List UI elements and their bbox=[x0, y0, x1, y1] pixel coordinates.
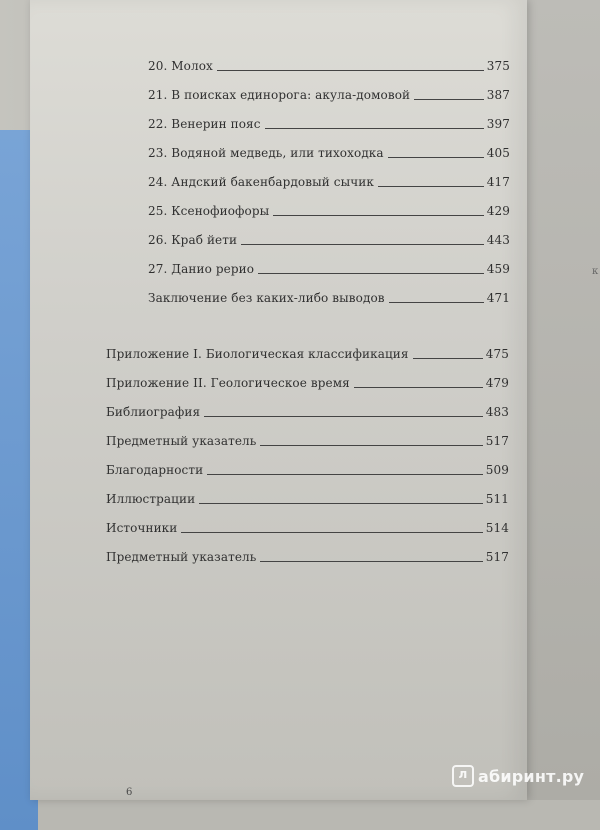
toc-leader-line bbox=[199, 503, 483, 504]
toc-leader-line bbox=[388, 157, 484, 158]
toc-entry-title: 27. Данио рерио bbox=[148, 262, 255, 276]
labirint-watermark bbox=[452, 765, 584, 787]
toc-leader-line bbox=[204, 416, 483, 417]
toc-entry-title: Приложение I. Биологическая классификация bbox=[106, 347, 409, 361]
toc-entry-title: Благодарности bbox=[106, 463, 204, 477]
toc-entry-page: 509 bbox=[485, 463, 509, 477]
toc-entry-title: Иллюстрации bbox=[106, 492, 196, 506]
toc-leader-line bbox=[260, 561, 482, 562]
toc-entry bbox=[106, 517, 509, 535]
toc-entry bbox=[106, 343, 509, 361]
toc-entry-page: 514 bbox=[485, 521, 509, 535]
toc-entry-page: 517 bbox=[485, 550, 509, 564]
toc-entry-page: 375 bbox=[486, 59, 510, 73]
toc-entry-title: Предметный указатель bbox=[106, 550, 257, 564]
toc-entry-title: 24. Андский бакенбардовый сычик bbox=[148, 175, 374, 189]
toc-entry-page: 475 bbox=[485, 347, 509, 361]
toc-entry bbox=[106, 546, 509, 564]
toc-entry-title: 21. В поисках единорога: акула-домовой bbox=[148, 88, 411, 102]
toc-entry-page: 479 bbox=[485, 376, 509, 390]
toc-entry-page: 417 bbox=[486, 175, 510, 189]
toc-entry-page: 405 bbox=[486, 146, 510, 160]
toc-entry bbox=[148, 258, 510, 276]
toc-leader-line bbox=[258, 273, 484, 274]
toc-entry-title: 23. Водяной медведь, или тихоходка bbox=[148, 146, 384, 160]
toc-entry bbox=[148, 287, 510, 305]
toc-leader-line bbox=[273, 215, 483, 216]
toc-leader-line bbox=[378, 186, 484, 187]
toc-entry-title: Предметный указатель bbox=[106, 434, 257, 448]
toc-entry bbox=[148, 55, 510, 73]
toc-entry-page: 443 bbox=[486, 233, 510, 247]
labirint-logo-icon: л bbox=[452, 765, 474, 787]
toc-entry bbox=[148, 229, 510, 247]
toc-entry-page: 429 bbox=[486, 204, 510, 218]
toc-entry bbox=[148, 142, 510, 160]
toc-leader-line bbox=[260, 445, 482, 446]
toc-entry bbox=[148, 113, 510, 131]
toc-entry-title: 26. Краб йети bbox=[148, 233, 238, 247]
toc-entry-page: 511 bbox=[485, 492, 509, 506]
right-page-marker: к bbox=[592, 266, 599, 277]
toc-entry bbox=[106, 401, 509, 419]
toc-leader-line bbox=[181, 532, 482, 533]
toc-entry-title: 25. Ксенофиофоры bbox=[148, 204, 270, 218]
toc-entry-page: 459 bbox=[486, 262, 510, 276]
toc-entry-page: 387 bbox=[486, 88, 510, 102]
toc-entry-page: 471 bbox=[486, 291, 510, 305]
toc-leader-line bbox=[413, 358, 483, 359]
toc-entry bbox=[148, 200, 510, 218]
toc-entry-page: 397 bbox=[486, 117, 510, 131]
watermark-text: абиринт.ру bbox=[478, 766, 585, 786]
toc-entry bbox=[106, 372, 509, 390]
toc-leader-line bbox=[217, 70, 484, 71]
book-page bbox=[30, 0, 527, 800]
toc-entry-title: Заключение без каких-либо выводов bbox=[148, 291, 385, 305]
toc-leader-line bbox=[389, 302, 484, 303]
toc-entry bbox=[106, 430, 509, 448]
page-number: 6 bbox=[126, 787, 133, 798]
toc-entry bbox=[148, 84, 510, 102]
toc-entry bbox=[106, 459, 509, 477]
toc-entry-title: 20. Молох bbox=[148, 59, 213, 73]
toc-entry bbox=[148, 171, 510, 189]
toc-entry-title: Источники bbox=[106, 521, 178, 535]
toc-leader-line bbox=[354, 387, 483, 388]
toc-leader-line bbox=[265, 128, 484, 129]
toc-leader-line bbox=[207, 474, 483, 475]
toc-entry-title: Приложение II. Геологическое время bbox=[106, 376, 350, 390]
toc-entry-page: 517 bbox=[485, 434, 509, 448]
toc-leader-line bbox=[241, 244, 484, 245]
toc-entry-title: 22. Венерин пояс bbox=[148, 117, 261, 131]
toc-entry-title: Библиография bbox=[106, 405, 201, 419]
toc-entry-page: 483 bbox=[485, 405, 509, 419]
toc-entry bbox=[106, 488, 509, 506]
toc-leader-line bbox=[414, 99, 484, 100]
